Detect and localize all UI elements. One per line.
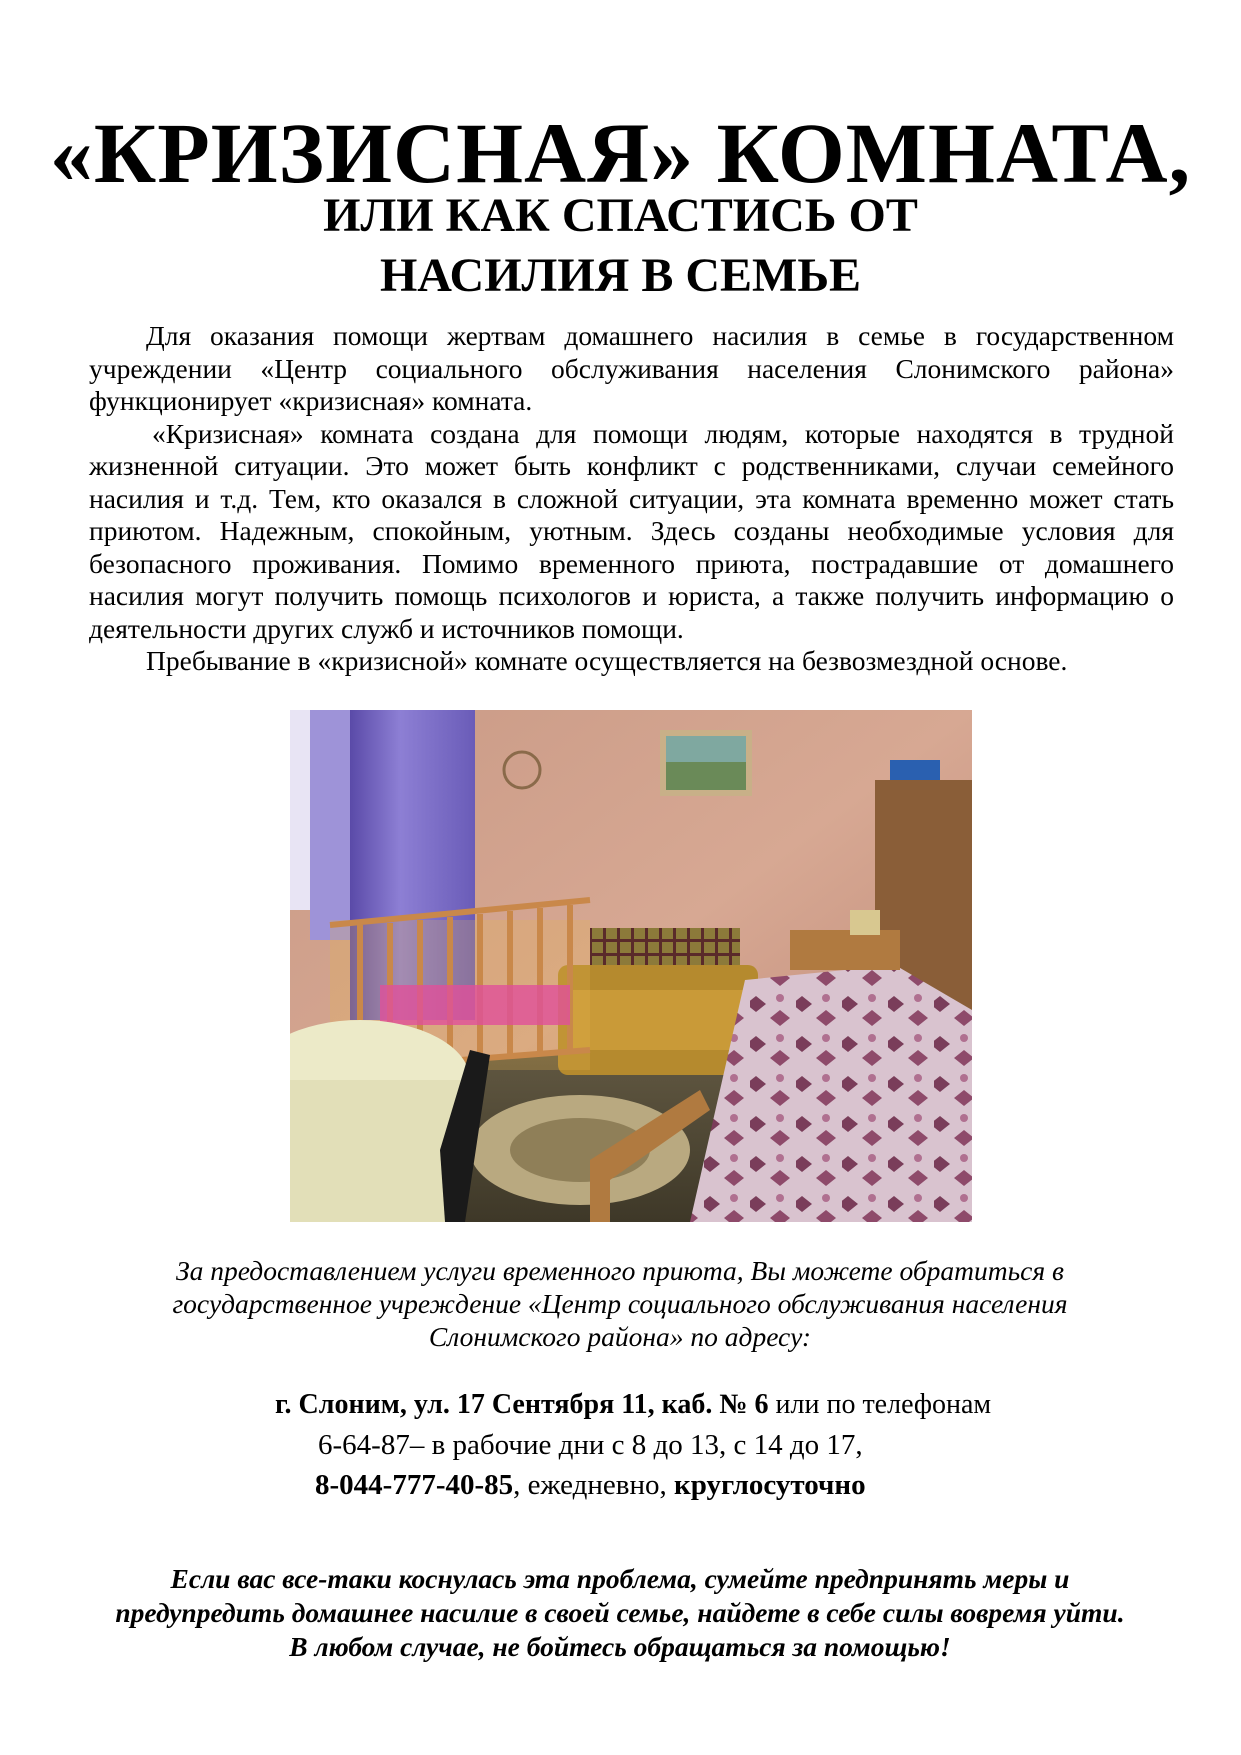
phone-line-2 xyxy=(315,1466,866,1504)
contact-intro xyxy=(100,1254,1140,1353)
closing-line-3: В любом случае, не бойтесь обращаться за помощью! xyxy=(289,1631,951,1662)
contact-intro-line-1: За предоставлением услуги временного приюта, Вы можете обратиться в xyxy=(176,1255,1064,1286)
phone-2-mid: , ежедневно, xyxy=(513,1469,675,1501)
phone-line-1 xyxy=(318,1426,863,1464)
address: г. Слоним, ул. 17 Сентября 11, каб. № 6 xyxy=(275,1389,769,1420)
phone-2: 8-044-777-40-85 xyxy=(315,1469,514,1501)
closing-appeal xyxy=(60,1562,1180,1664)
address-tail: или по телефонам xyxy=(768,1389,992,1420)
paragraph-intro: Для оказания помощи жертвам домашнего насилия в семье в государственном учреждении «Центр социального обслуживания населения Слонимского района» функционирует «кризисная» комната. xyxy=(89,320,1174,416)
body-text xyxy=(89,320,1174,678)
page-subtitle-line-2: НАСИЛИЯ В СЕМЬЕ xyxy=(379,249,862,302)
closing-line-1: Если вас все-таки коснулась эта проблема, сумейте предпринять меры и xyxy=(170,1563,1070,1594)
contact-intro-line-2: государственное учреждение «Центр социального обслуживания населения xyxy=(172,1288,1068,1319)
page-title: «КРИЗИСНАЯ» КОМНАТА, xyxy=(49,105,1192,201)
phone-2-hours: круглосуточно xyxy=(674,1469,866,1501)
contact-intro-line-3: Слонимского района» по адресу: xyxy=(428,1321,812,1352)
paragraph-free-of-charge: Пребывание в «кризисной» комнате осуществляется на безвозмездной основе. xyxy=(146,645,1068,676)
paragraph-description: «Кризисная» комната создана для помощи людям, которые находятся в трудной жизненной ситуации. Это может быть конфликт с родственниками, случаи семейного насилия и т.д. Тем, кто оказался в сложной ситуации, эта комната временно может стать приютом. Надежным, спокойным, уютным. Здесь созданы необходимые условия для безопасного проживания. Помимо временного приюта, пострадавшие от домашнего насилия могут получить помощь психологов и юриста, а также получить информацию о деятельности других служб и источников помощи. xyxy=(89,417,1174,644)
page-subtitle-line-1: ИЛИ КАК СПАСТИСЬ ОТ xyxy=(323,189,918,242)
phone-1: 6-64-87 xyxy=(318,1429,410,1461)
phone-1-hours: – в рабочие дни с 8 до 13, с 14 до 17, xyxy=(409,1429,863,1461)
address-line xyxy=(275,1386,991,1424)
closing-line-2: предупредить домашнее насилие в своей семье, найдете в себе силы вовремя уйти. xyxy=(115,1597,1125,1628)
room-photo xyxy=(290,710,972,1222)
